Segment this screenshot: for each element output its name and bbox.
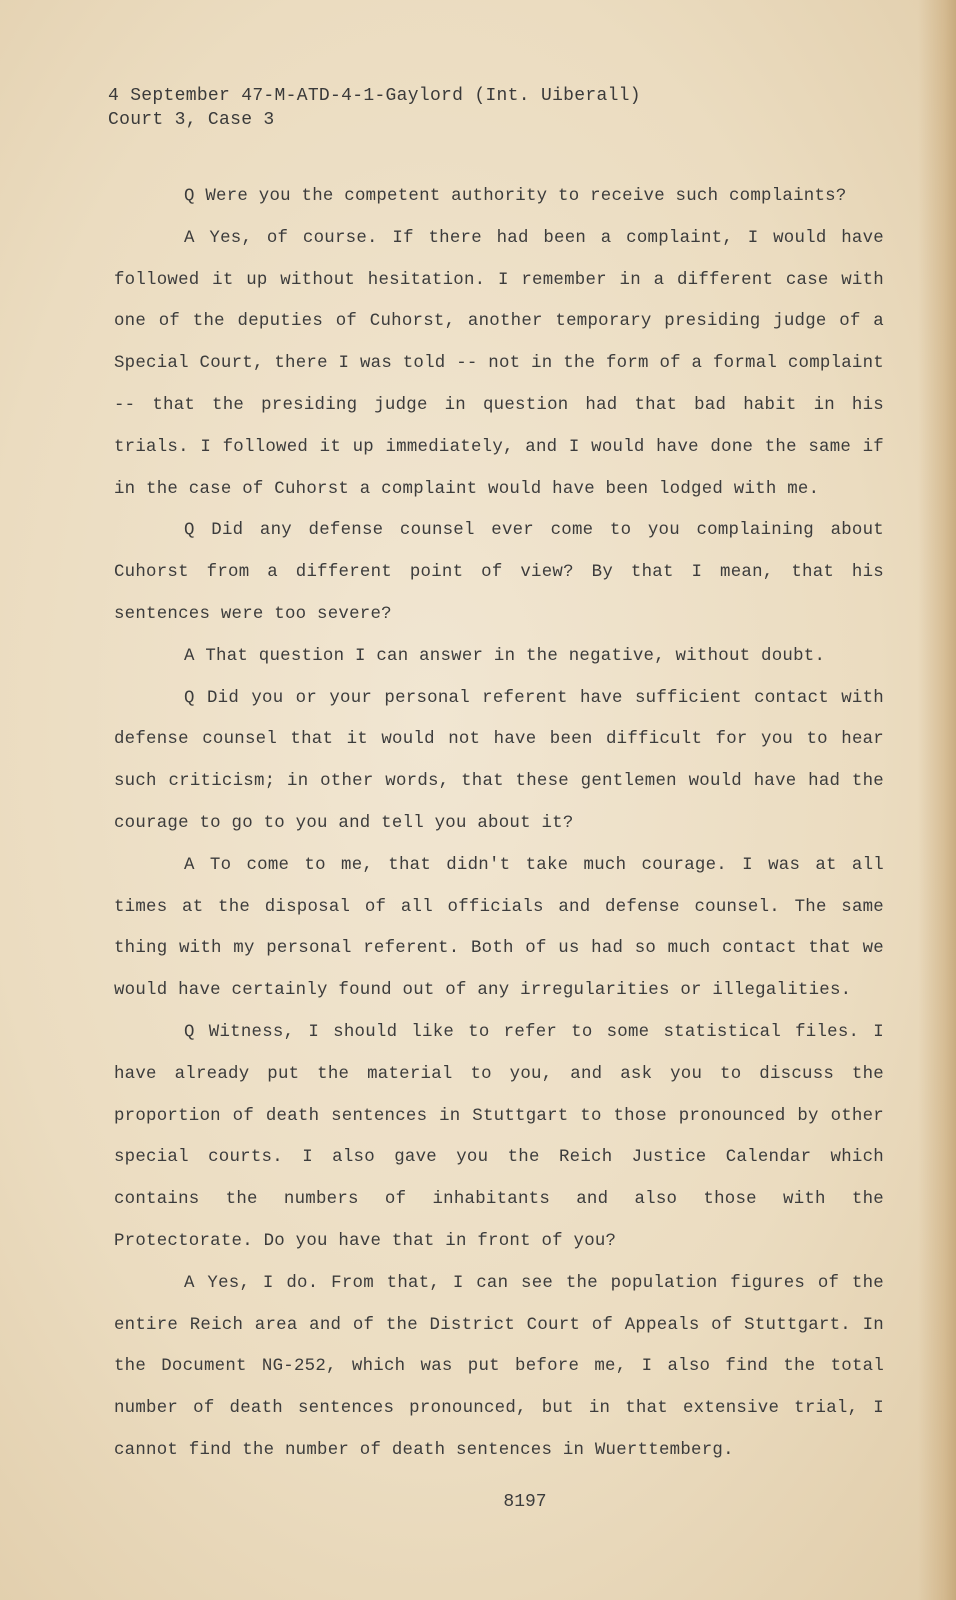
header-line-court-case: Court 3, Case 3 (108, 110, 275, 130)
page-number: 8197 (503, 1492, 547, 1512)
header-line-date-ref: 4 September 47-M-ATD-4-1-Gaylord (Int. Uiberall) (108, 86, 641, 106)
answer-contact-with-counsel: A To come to me, that didn't take much courage. I was at all times at the disposal of all officials and defense counsel. The same thing with my personal referent. Both of us had so much contact that we would have certainly found out of any irregularities or illegalities. (114, 855, 884, 1001)
answer-competent-authority: A Yes, of course. If there had been a complaint, I would have followed it up without hesitation. I remember in a different case with one of the deputies of Cuhorst, another temporary presiding judge of a Special Court, there I was told -- not in the form of a formal complaint -- that the presiding judge in question had that bad habit in his trials. I followed it up immediately, and I would have done the same if in the case of Cuhorst a complaint would have been lodged with me. (114, 228, 884, 499)
paper-edge-shadow (918, 0, 956, 1600)
question-defense-counsel-complaints: Q Did any defense counsel ever come to you complaining about Cuhorst from a different point of view? By that I mean, that his sentences were too severe? (114, 521, 884, 624)
answer-population-figures: A Yes, I do. From that, I can see the population figures of the entire Reich area and of the District Court of Appeals of Stuttgart. In the Document NG-252, which was put before me, I also find the total number of death sentences pronounced, but in that extensive trial, I cannot find the number of death sentences in Wuerttemberg. (114, 1273, 884, 1460)
question-contact-with-counsel: Q Did you or your personal referent have sufficient contact with defense counsel that it would not have been difficult for you to hear such criticism; in other words, that these gentlemen would have had the courage to go to you and tell you about it? (114, 688, 884, 833)
question-competent-authority: Q Were you the competent authority to receive such complaints? (184, 187, 847, 206)
transcript-body (114, 176, 884, 1472)
document-header (108, 84, 641, 132)
answer-negative: A That question I can answer in the negative, without doubt. (184, 646, 826, 666)
question-statistical-files: Q Witness, I should like to refer to some statistical files. I have already put the material to you, and ask you to discuss the proportion of death sentences in Stuttgart to those pronounced by other special courts. I also gave you the Reich Justice Calendar which contains the numbers of inhabitants and also those with the Protectorate. Do you have that in front of you? (114, 1022, 884, 1251)
